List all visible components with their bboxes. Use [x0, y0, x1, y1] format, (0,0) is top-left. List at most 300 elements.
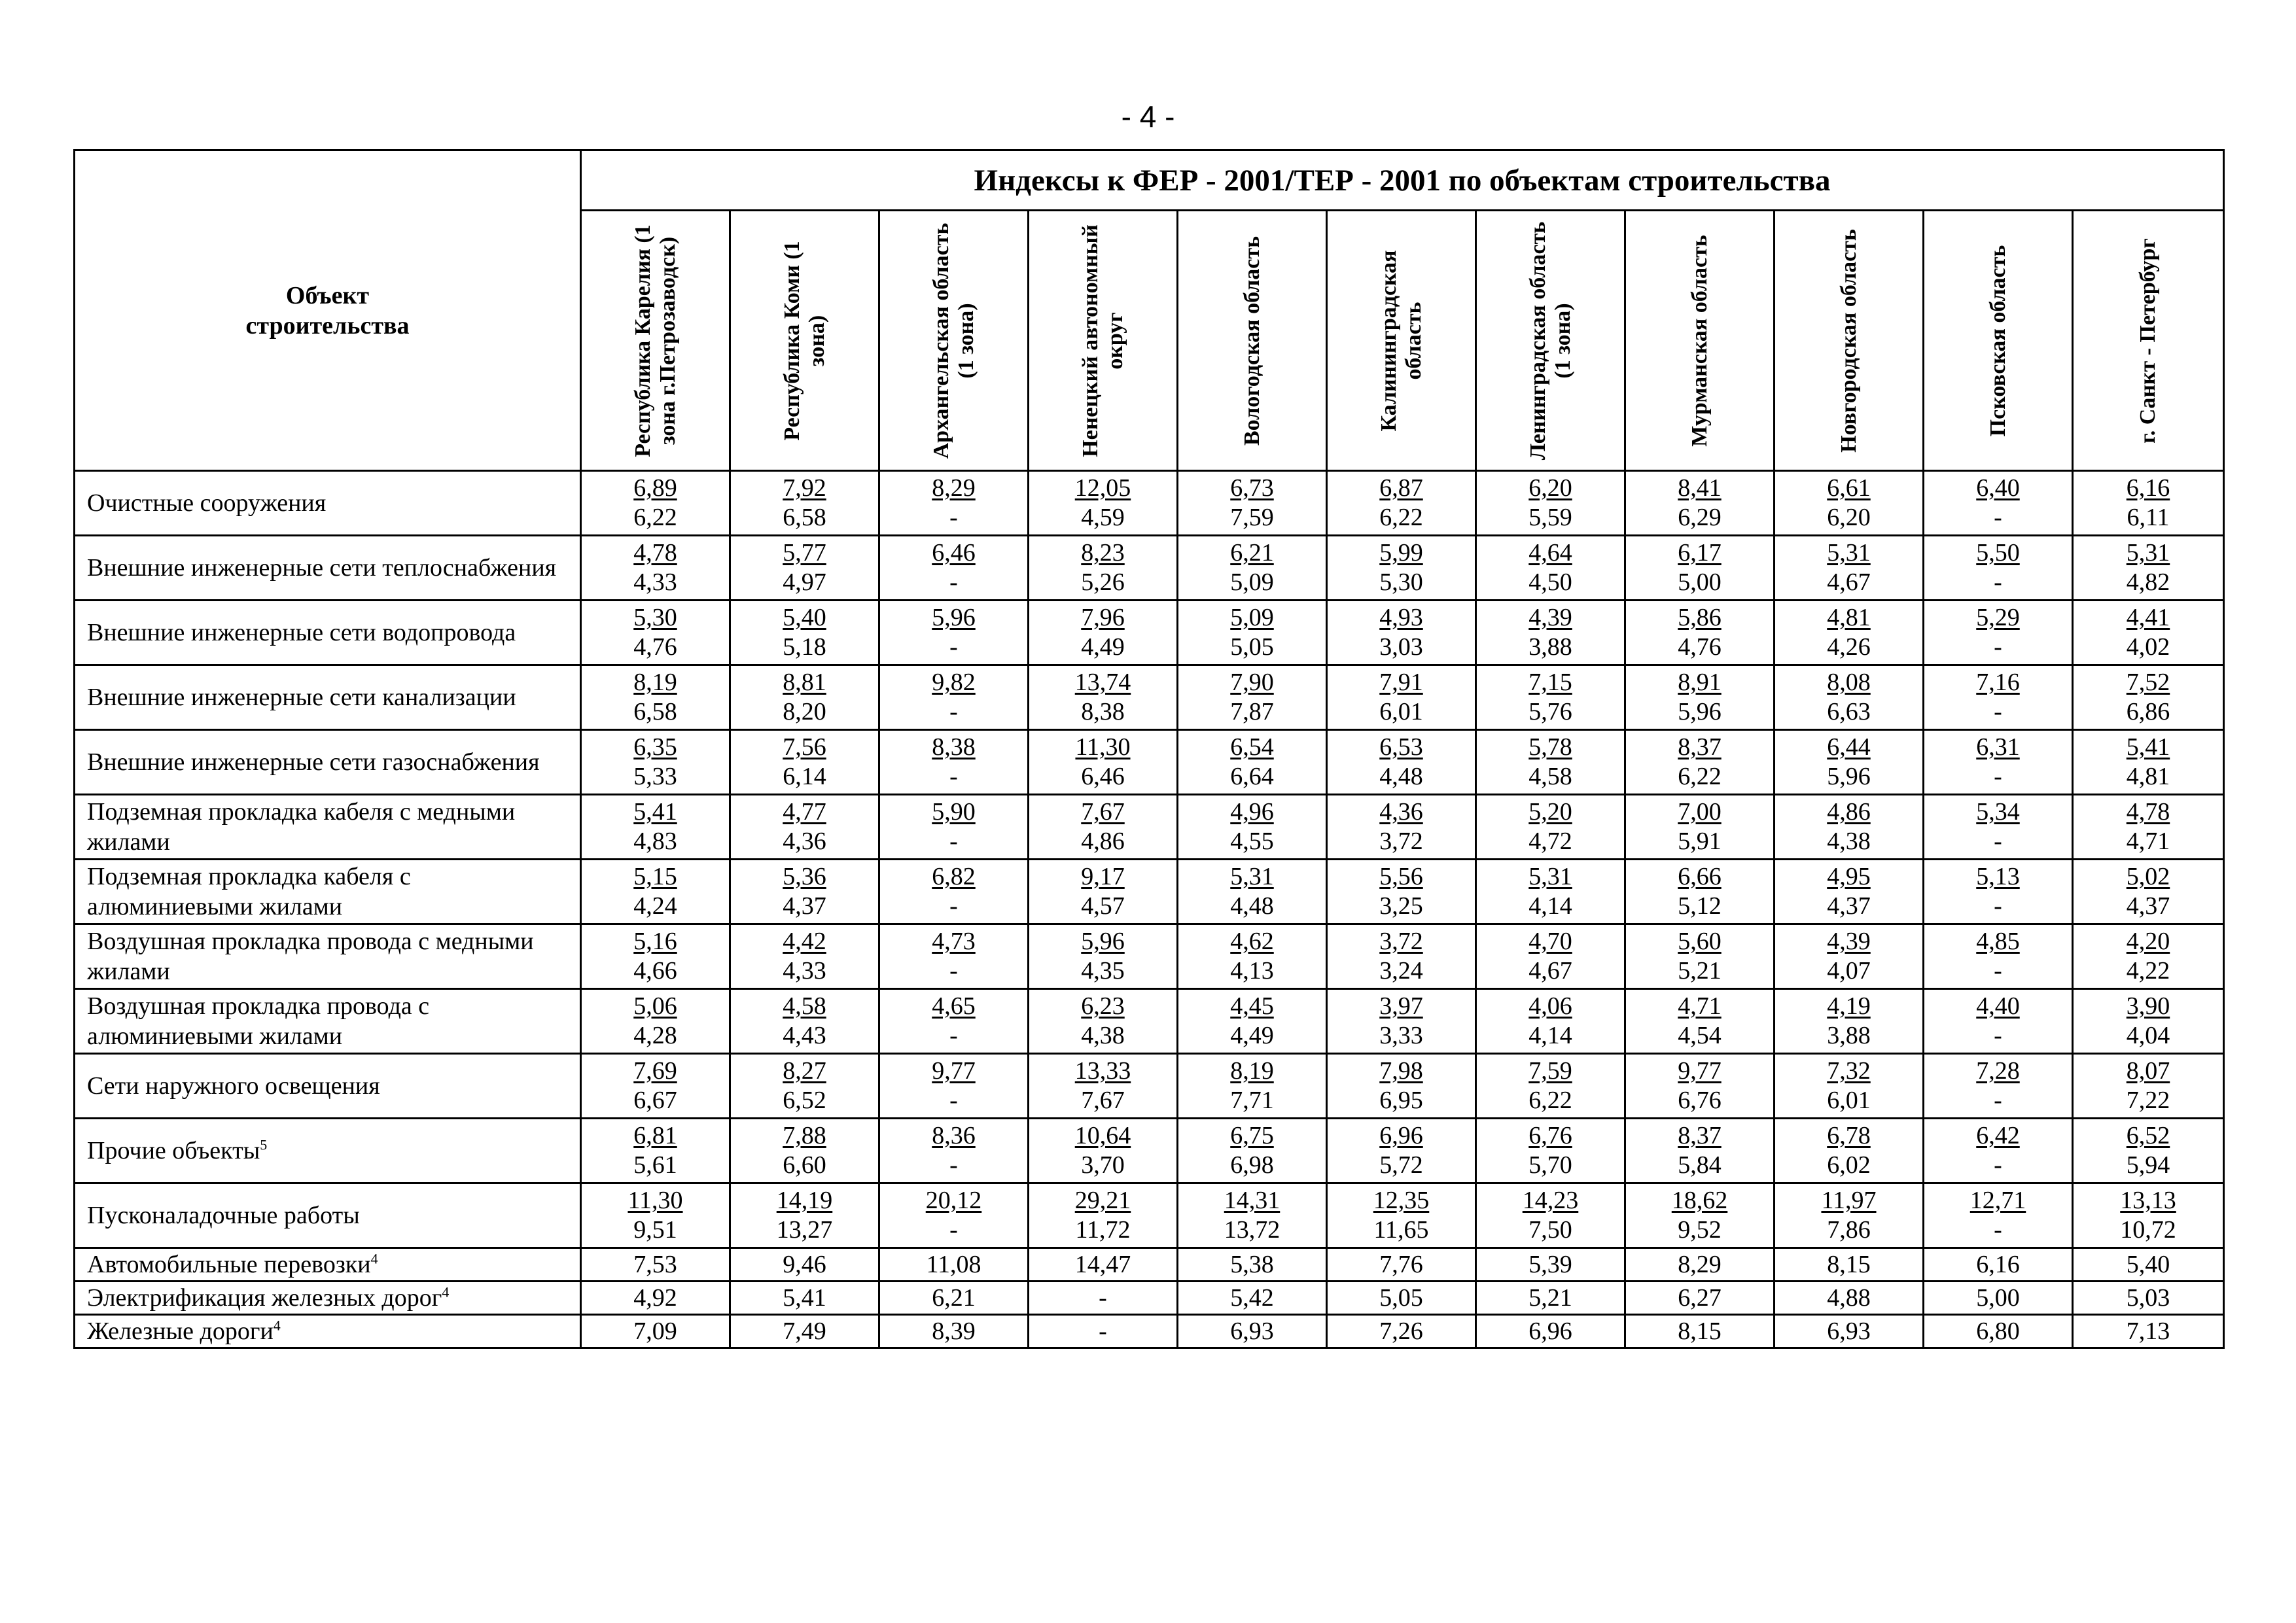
index-cell	[1476, 795, 1625, 860]
index-cell	[730, 860, 879, 924]
fer-index: 4,39	[1528, 604, 1572, 631]
ter-index: -	[949, 957, 958, 985]
index-cell	[879, 924, 1029, 989]
ter-index: 6,60	[783, 1151, 826, 1179]
ter-index: 4,24	[633, 892, 677, 920]
index-cell	[1775, 601, 1924, 665]
ter-index: 4,02	[2126, 633, 2170, 661]
index-cell	[2073, 536, 2224, 601]
ter-index: -	[1994, 698, 2002, 725]
ter-index: 5,94	[2126, 1151, 2170, 1179]
footnote-marker: 5	[260, 1136, 268, 1153]
fer-index: 5,31	[2126, 539, 2170, 567]
index-cell	[2073, 471, 2224, 536]
ter-index: 5,91	[1678, 828, 1722, 855]
index-cell	[1775, 1183, 1924, 1248]
index-cell	[1924, 601, 2073, 665]
fer-index: 11,97	[1821, 1187, 1877, 1214]
index-cell	[581, 471, 730, 536]
ter-index: 3,24	[1379, 957, 1423, 985]
ter-index: -	[1994, 892, 2002, 920]
fer-index: 8,81	[783, 669, 826, 696]
ter-index: 5,96	[1678, 698, 1722, 725]
index-cell: 7,26	[1327, 1315, 1476, 1348]
fer-index: 4,42	[783, 928, 826, 955]
ter-index: 4,14	[1528, 1022, 1572, 1049]
index-cell	[879, 860, 1029, 924]
ter-index: 4,67	[1827, 568, 1871, 596]
fer-index: 4,40	[1976, 992, 2020, 1020]
index-cell	[1924, 536, 2073, 601]
index-cell	[1178, 860, 1327, 924]
fer-index: 5,96	[1081, 928, 1125, 955]
ter-index: -	[1994, 1151, 2002, 1179]
index-cell	[1775, 860, 1924, 924]
fer-index: 4,71	[1678, 992, 1722, 1020]
fer-index: 6,82	[932, 863, 976, 890]
page-number: - 4 -	[1121, 99, 1175, 133]
ter-index: 7,50	[1528, 1216, 1572, 1244]
index-cell	[1178, 795, 1327, 860]
index-table	[73, 149, 2225, 1349]
index-cell	[1178, 924, 1327, 989]
index-cell	[1924, 924, 2073, 989]
index-cell	[581, 989, 730, 1054]
ter-index: 4,72	[1528, 828, 1572, 855]
fer-index: 6,42	[1976, 1122, 2020, 1149]
fer-index: 6,73	[1230, 474, 1274, 502]
ter-index: 4,97	[783, 568, 826, 596]
index-cell	[1625, 1119, 1775, 1183]
object-name: Внешние инженерные сети водопровода	[87, 619, 516, 646]
index-cell	[1775, 471, 1924, 536]
fer-index: 4,86	[1827, 798, 1871, 826]
ter-index: 4,38	[1081, 1022, 1125, 1049]
ter-index: 6,02	[1827, 1151, 1871, 1179]
fer-index: 14,23	[1522, 1187, 1579, 1214]
ter-index: 4,14	[1528, 892, 1572, 920]
ter-index: 5,18	[783, 633, 826, 661]
ter-index: 3,70	[1081, 1151, 1125, 1179]
fer-index: 7,92	[783, 474, 826, 502]
object-column-header: Объект строительства	[75, 150, 581, 471]
ter-index: 3,88	[1528, 633, 1572, 661]
index-cell	[581, 795, 730, 860]
region-label: Новгородская область	[1836, 228, 1861, 453]
index-cell	[1327, 860, 1476, 924]
ter-index: 9,51	[633, 1216, 677, 1244]
object-name: Внешние инженерные сети газоснабжения	[87, 748, 540, 776]
footnote-marker: 4	[442, 1283, 450, 1300]
ter-index: 4,48	[1230, 892, 1274, 920]
region-label: Архангельская область (1 зона)	[928, 222, 978, 459]
ter-index: 4,43	[783, 1022, 826, 1049]
table-row	[75, 471, 2224, 536]
index-cell	[879, 795, 1029, 860]
index-cell	[1775, 989, 1924, 1054]
index-cell	[1029, 730, 1178, 795]
fer-index: 4,73	[932, 928, 976, 955]
index-cell	[1476, 1183, 1625, 1248]
fer-index: 6,78	[1827, 1122, 1871, 1149]
index-cell: 5,41	[730, 1282, 879, 1315]
fer-index: 14,19	[776, 1187, 833, 1214]
fer-index: 3,90	[2126, 992, 2170, 1020]
region-label: Мурманская область	[1687, 234, 1712, 447]
ter-index: 6,63	[1827, 698, 1871, 725]
index-cell	[2073, 924, 2224, 989]
ter-index: 5,12	[1678, 892, 1722, 920]
object-name-cell	[75, 795, 581, 860]
index-cell	[1327, 1119, 1476, 1183]
fer-index: 5,99	[1379, 539, 1423, 567]
object-name-cell	[75, 924, 581, 989]
object-name: Подземная прокладка кабеля с медными жилами	[87, 798, 516, 856]
table-row	[75, 924, 2224, 989]
fer-index: 7,98	[1379, 1057, 1423, 1085]
fer-index: 3,97	[1379, 992, 1423, 1020]
fer-index: 7,69	[633, 1057, 677, 1085]
index-cell: 14,47	[1029, 1248, 1178, 1282]
fer-index: 5,86	[1678, 604, 1722, 631]
index-cell	[1476, 536, 1625, 601]
fer-index: 5,30	[633, 604, 677, 631]
index-cell	[1029, 924, 1178, 989]
ter-index: -	[1994, 828, 2002, 855]
index-cell	[730, 665, 879, 730]
index-cell	[1924, 1183, 2073, 1248]
fer-index: 6,46	[932, 539, 976, 567]
ter-index: 3,72	[1379, 828, 1423, 855]
region-header	[1178, 211, 1327, 471]
table-row	[75, 1248, 2224, 1282]
index-cell	[1178, 1183, 1327, 1248]
index-cell	[1625, 795, 1775, 860]
ter-index: 7,67	[1081, 1087, 1125, 1114]
index-cell: 5,21	[1476, 1282, 1625, 1315]
ter-index: 6,20	[1827, 504, 1871, 531]
fer-index: 5,40	[783, 604, 826, 631]
fer-index: 4,78	[633, 539, 677, 567]
index-cell	[2073, 989, 2224, 1054]
index-cell: 5,05	[1327, 1282, 1476, 1315]
ter-index: 5,26	[1081, 568, 1125, 596]
index-cell	[581, 1183, 730, 1248]
ter-index: 6,11	[2127, 504, 2170, 531]
ter-index: 6,64	[1230, 763, 1274, 790]
fer-index: 9,82	[932, 669, 976, 696]
index-cell	[1625, 1183, 1775, 1248]
index-cell	[1029, 1119, 1178, 1183]
object-name-cell	[75, 471, 581, 536]
ter-index: 4,37	[783, 892, 826, 920]
index-cell	[1178, 1119, 1327, 1183]
index-cell: 5,39	[1476, 1248, 1625, 1282]
ter-index: 4,33	[633, 568, 677, 596]
fer-index: 7,00	[1678, 798, 1722, 826]
fer-index: 4,41	[2126, 604, 2170, 631]
table-row	[75, 1315, 2224, 1348]
fer-index: 11,30	[627, 1187, 683, 1214]
index-cell	[1029, 471, 1178, 536]
ter-index: 6,52	[783, 1087, 826, 1114]
index-cell: 4,92	[581, 1282, 730, 1315]
ter-index: 6,29	[1678, 504, 1722, 531]
ter-index: 4,33	[783, 957, 826, 985]
object-name-cell	[75, 1315, 581, 1348]
index-cell	[1625, 730, 1775, 795]
ter-index: 6,22	[1528, 1087, 1572, 1114]
fer-index: 5,96	[932, 604, 976, 631]
fer-index: 8,91	[1678, 669, 1722, 696]
fer-index: 5,20	[1528, 798, 1572, 826]
ter-index: 4,22	[2126, 957, 2170, 985]
index-cell: -	[1029, 1315, 1178, 1348]
fer-index: 4,78	[2126, 798, 2170, 826]
index-cell	[2073, 860, 2224, 924]
ter-index: 5,59	[1528, 504, 1572, 531]
object-name: Железные дороги	[87, 1318, 274, 1345]
ter-index: 5,33	[633, 763, 677, 790]
fer-index: 7,59	[1528, 1057, 1572, 1085]
fer-index: 5,56	[1379, 863, 1423, 890]
fer-index: 8,41	[1678, 474, 1722, 502]
ter-index: 3,33	[1379, 1022, 1423, 1049]
index-cell	[730, 471, 879, 536]
index-cell: 6,27	[1625, 1282, 1775, 1315]
fer-index: 4,20	[2126, 928, 2170, 955]
object-name-cell	[75, 1183, 581, 1248]
region-header	[2073, 211, 2224, 471]
fer-index: 4,06	[1528, 992, 1572, 1020]
ter-index: 11,65	[1373, 1216, 1429, 1244]
fer-index: 4,58	[783, 992, 826, 1020]
index-cell	[1625, 601, 1775, 665]
index-cell	[730, 536, 879, 601]
index-cell	[1775, 536, 1924, 601]
fer-index: 14,31	[1224, 1187, 1280, 1214]
fer-index: 5,15	[633, 863, 677, 890]
index-cell: 6,96	[1476, 1315, 1625, 1348]
ter-index: 5,72	[1379, 1151, 1423, 1179]
index-cell: -	[1029, 1282, 1178, 1315]
fer-index: 5,41	[2126, 733, 2170, 761]
index-cell	[879, 536, 1029, 601]
ter-index: -	[949, 1087, 958, 1114]
index-cell: 11,08	[879, 1248, 1029, 1282]
index-cell	[1625, 665, 1775, 730]
ter-index: 4,37	[2126, 892, 2170, 920]
fer-index: 7,52	[2126, 669, 2170, 696]
object-name: Пусконаладочные работы	[87, 1202, 360, 1229]
fer-index: 4,62	[1230, 928, 1274, 955]
ter-index: 6,14	[783, 763, 826, 790]
fer-index: 6,35	[633, 733, 677, 761]
index-cell	[1476, 665, 1625, 730]
ter-index: 4,35	[1081, 957, 1125, 985]
region-header	[1029, 211, 1178, 471]
ter-index: 4,67	[1528, 957, 1572, 985]
table-row	[75, 601, 2224, 665]
fer-index: 5,50	[1976, 539, 2020, 567]
index-cell	[1327, 536, 1476, 601]
fer-index: 12,71	[1969, 1187, 2026, 1214]
ter-index: 5,70	[1528, 1151, 1572, 1179]
fer-index: 7,32	[1827, 1057, 1871, 1085]
index-cell	[879, 1054, 1029, 1119]
ter-index: 6,76	[1678, 1087, 1722, 1114]
region-label: Республика Коми (1 зона)	[779, 240, 829, 441]
index-cell: 8,39	[879, 1315, 1029, 1348]
index-cell	[1775, 924, 1924, 989]
ter-index: 4,13	[1230, 957, 1274, 985]
ter-index: 7,22	[2126, 1087, 2170, 1114]
fer-index: 5,29	[1976, 604, 2020, 631]
fer-index: 8,19	[633, 669, 677, 696]
ter-index: 6,95	[1379, 1087, 1423, 1114]
ter-index: 7,71	[1230, 1087, 1274, 1114]
ter-index: 6,46	[1081, 763, 1125, 790]
index-cell	[730, 1183, 879, 1248]
index-cell	[1775, 1054, 1924, 1119]
region-label: Республика Карелия (1 зона г.Петрозаводск)	[630, 224, 680, 457]
ter-index: 5,00	[1678, 568, 1722, 596]
fer-index: 8,36	[932, 1122, 976, 1149]
object-name-cell	[75, 601, 581, 665]
fer-index: 5,90	[932, 798, 976, 826]
fer-index: 4,96	[1230, 798, 1274, 826]
ter-index: -	[1994, 1216, 2002, 1244]
index-cell	[1625, 860, 1775, 924]
ter-index: -	[949, 1022, 958, 1049]
fer-index: 12,35	[1373, 1187, 1430, 1214]
fer-index: 3,72	[1379, 928, 1423, 955]
table-row	[75, 1282, 2224, 1315]
index-cell	[879, 471, 1029, 536]
index-cell	[1625, 989, 1775, 1054]
ter-index: 4,38	[1827, 828, 1871, 855]
index-cell	[730, 1119, 879, 1183]
index-cell	[1625, 1054, 1775, 1119]
fer-index: 4,95	[1827, 863, 1871, 890]
index-cell	[1029, 1183, 1178, 1248]
table-title: Индексы к ФЕР - 2001/ТЕР - 2001 по объектам строительства	[581, 150, 2224, 211]
index-cell	[730, 989, 879, 1054]
index-cell: 9,46	[730, 1248, 879, 1282]
fer-index: 6,53	[1379, 733, 1423, 761]
index-cell: 7,49	[730, 1315, 879, 1348]
index-cell	[1924, 1054, 2073, 1119]
object-name: Воздушная прокладка провода с алюминиевыми жилами	[87, 992, 430, 1050]
index-cell	[1476, 601, 1625, 665]
index-cell	[1327, 1054, 1476, 1119]
fer-index: 6,44	[1827, 733, 1871, 761]
index-cell	[581, 924, 730, 989]
index-cell	[2073, 730, 2224, 795]
index-cell	[1625, 536, 1775, 601]
object-name: Электрификация железных дорог	[87, 1284, 442, 1312]
object-name: Прочие объекты	[87, 1137, 260, 1164]
index-cell	[1178, 665, 1327, 730]
ter-index: 6,01	[1827, 1087, 1871, 1114]
fer-index: 7,96	[1081, 604, 1125, 631]
fer-index: 4,65	[932, 992, 976, 1020]
object-name-cell	[75, 730, 581, 795]
ter-index: 5,21	[1678, 957, 1722, 985]
index-cell: 8,15	[1775, 1248, 1924, 1282]
index-cell	[581, 1054, 730, 1119]
ter-index: 4,59	[1081, 504, 1125, 531]
ter-index: 4,76	[633, 633, 677, 661]
footnote-marker: 4	[273, 1317, 281, 1334]
ter-index: 6,01	[1379, 698, 1423, 725]
ter-index: 13,72	[1224, 1216, 1280, 1244]
object-name: Сети наружного освещения	[87, 1072, 380, 1100]
ter-index: 4,83	[633, 828, 677, 855]
fer-index: 4,70	[1528, 928, 1572, 955]
ter-index: 11,72	[1075, 1216, 1131, 1244]
ter-index: 3,25	[1379, 892, 1423, 920]
index-cell	[879, 989, 1029, 1054]
table-row	[75, 730, 2224, 795]
index-cell: 7,13	[2073, 1315, 2224, 1348]
fer-index: 6,61	[1827, 474, 1871, 502]
ter-index: 4,04	[2126, 1022, 2170, 1049]
fer-index: 9,77	[1678, 1057, 1722, 1085]
fer-index: 5,13	[1976, 863, 2020, 890]
fer-index: 13,33	[1074, 1057, 1131, 1085]
index-cell	[879, 1183, 1029, 1248]
fer-index: 5,31	[1827, 539, 1871, 567]
ter-index: 4,37	[1827, 892, 1871, 920]
region-label: Калининградская область	[1376, 249, 1426, 432]
index-cell	[1775, 1119, 1924, 1183]
fer-index: 5,77	[783, 539, 826, 567]
index-cell	[1476, 471, 1625, 536]
fer-index: 6,66	[1678, 863, 1722, 890]
index-cell	[879, 601, 1029, 665]
region-header	[1476, 211, 1625, 471]
fer-index: 11,30	[1075, 733, 1131, 761]
index-cell: 6,93	[1775, 1315, 1924, 1348]
ter-index: 4,49	[1230, 1022, 1274, 1049]
index-cell	[1029, 1054, 1178, 1119]
ter-index: -	[949, 1151, 958, 1179]
fer-index: 8,37	[1678, 1122, 1722, 1149]
fer-index: 8,08	[1827, 669, 1871, 696]
fer-index: 4,77	[783, 798, 826, 826]
index-cell: 8,29	[1625, 1248, 1775, 1282]
ter-index: 4,71	[2126, 828, 2170, 855]
index-cell	[2073, 665, 2224, 730]
ter-index: 5,05	[1230, 633, 1274, 661]
region-header	[879, 211, 1029, 471]
fer-index: 7,90	[1230, 669, 1274, 696]
ter-index: 4,26	[1827, 633, 1871, 661]
ter-index: 6,22	[633, 504, 677, 531]
index-cell	[730, 795, 879, 860]
ter-index: 4,55	[1230, 828, 1274, 855]
fer-index: 4,19	[1827, 992, 1871, 1020]
ter-index: 8,38	[1081, 698, 1125, 725]
ter-index: 4,57	[1081, 892, 1125, 920]
index-cell	[2073, 1183, 2224, 1248]
object-name-cell	[75, 1054, 581, 1119]
fer-index: 8,38	[932, 733, 976, 761]
ter-index: 4,82	[2126, 568, 2170, 596]
region-header	[1625, 211, 1775, 471]
fer-index: 6,81	[633, 1122, 677, 1149]
